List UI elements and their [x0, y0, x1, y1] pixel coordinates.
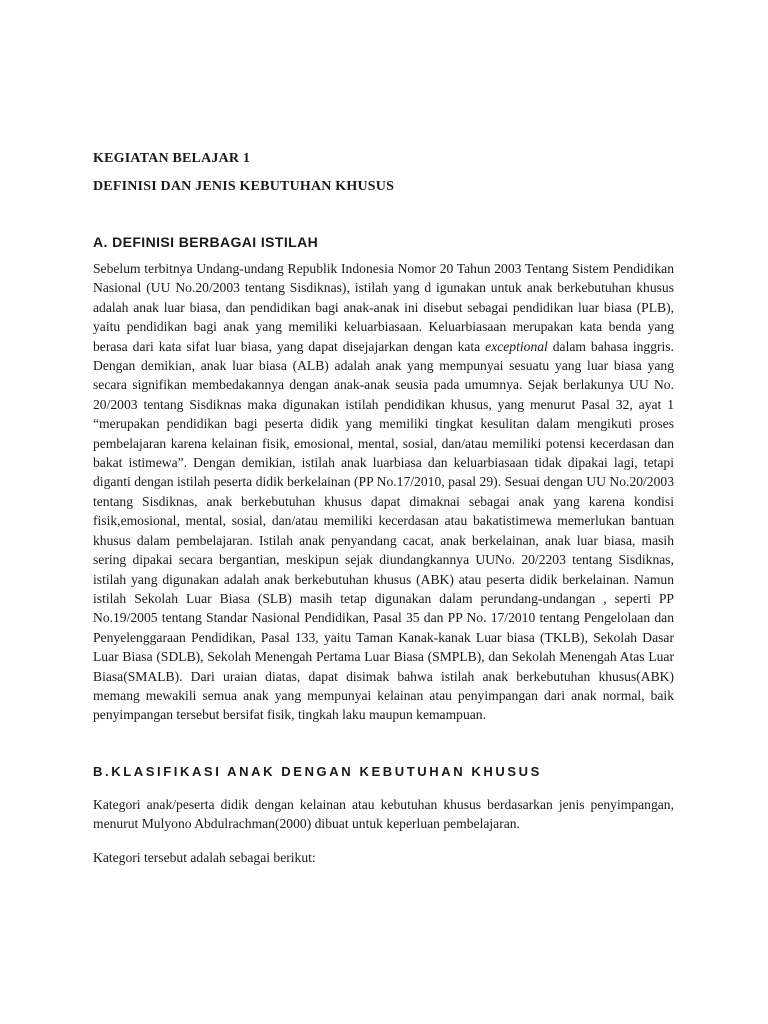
section-a-text-part1: Sebelum terbitnya Undang-undang Republik Indonesia Nomor 20 Tahun 2003 Tentang Sistem Pendidikan Nasional (UU No.20/2003 tentang Sisdiknas), istilah yang d igunakan untuk anak berkebutuhan khusus adalah anak luar biasa, dan pendidikan bagi anak-anak ini disebut sebagai pendidikan luar biasa (PLB), yaitu pendidikan bagi anak yang memiliki keluarbiasaan. Keluarbiasaan merupakan kata benda yang berasa dari kata sifat luar biasa, yang dapat disejajarkan dengan kata — [93, 261, 674, 354]
section-b-heading: B.KLASIFIKASI ANAK DENGAN KEBUTUHAN KHUSUS — [93, 763, 542, 779]
lesson-subtitle: DEFINISI DAN JENIS KEBUTUHAN KHUSUS — [93, 179, 395, 194]
section-b-paragraph-1: Kategori anak/peserta didik dengan kelainan atau kebutuhan khusus berdasarkan jenis penyimpangan, menurut Mulyono Abdulrachman(2000) dibuat untuk keperluan pembelajaran. — [93, 796, 674, 832]
section-a-paragraph — [93, 259, 674, 725]
section-a-heading: A. DEFINISI BERBAGAI ISTILAH — [93, 234, 319, 250]
section-a-text-part2: dalam bahasa inggris. Dengan demikian, anak luar biasa (ALB) adalah anak yang mempunyai sesuatu yang luar biasa yang secara signifikan membedakannya dengan anak-anak seusia pada umumnya. Sejak berlakunya UU No. 20/2003 tentang Sisdiknas maka digunakan istilah pendidikan khusus, yang menurut Pasal 32, ayat 1 “merupakan pendidikan bagi peserta didik yang memiliki tingkat kesulitan dalam mengikuti proses pembelajaran karena kelainan fisik, emosional, mental, sosial, dan/atau memiliki potensi kecerdasan dan bakat istimewa”. Dengan demikian, istilah anak luarbiasa dan keluarbiasaan tidak dipakai lagi, tetapi diganti dengan istilah peserta didik berkelainan (PP No.17/2010, pasal 29). Sesuai dengan UU No.20/2003 tentang Sisdiknas, anak berkebutuhan khusus dapat dimaknai sebagai anak yang karena kondisi fisik,emosional, mental, sosial, dan/atau memiliki kecerdasan atau bakatistimewa memerlukan bantuan khusus dalam pembelajaran. Istilah anak penyandang cacat, anak berkelainan, anak luar biasa, masih sering dipakai secara bergantian, meskipun sejak diundangkannya UUNo. 20/2203 tentang Sisdiknas, istilah yang digunakan adalah anak berkebutuhan khusus (ABK) atau peserta didik berkelainan. Namun istilah Sekolah Luar Biasa (SLB) masih tetap digunakan dalam perundang-undangan , seperti PP No.19/2005 tentang Standar Nasional Pendidikan, Pasal 35 dan PP No. 17/2010 tentang Pengelolaan dan Penyelenggaraan Pendidikan, Pasal 133, yaitu Taman Kanak-kanak Luar biasa (TKLB), Sekolah Dasar Luar Biasa (SDLB), Sekolah Menengah Pertama Luar Biasa (SMPLB), dan Sekolah Menengah Atas Luar Biasa(SMALB). Dari uraian diatas, dapat disimak bahwa istilah anak berkebutuhan khusus(ABK) memang mewakili semua anak yang mempunyai kelainan atau penyimpangan dari anak normal, baik penyimpangan tersebut bersifat fisik, tingkah laku maupun kemampuan. — [93, 338, 674, 723]
section-b-paragraph-2: Kategori tersebut adalah sebagai berikut: — [93, 849, 316, 865]
document-content — [93, 150, 674, 867]
section-a-italic-term: exceptional — [485, 338, 548, 354]
lesson-title: KEGIATAN BELAJAR 1 — [93, 151, 251, 166]
